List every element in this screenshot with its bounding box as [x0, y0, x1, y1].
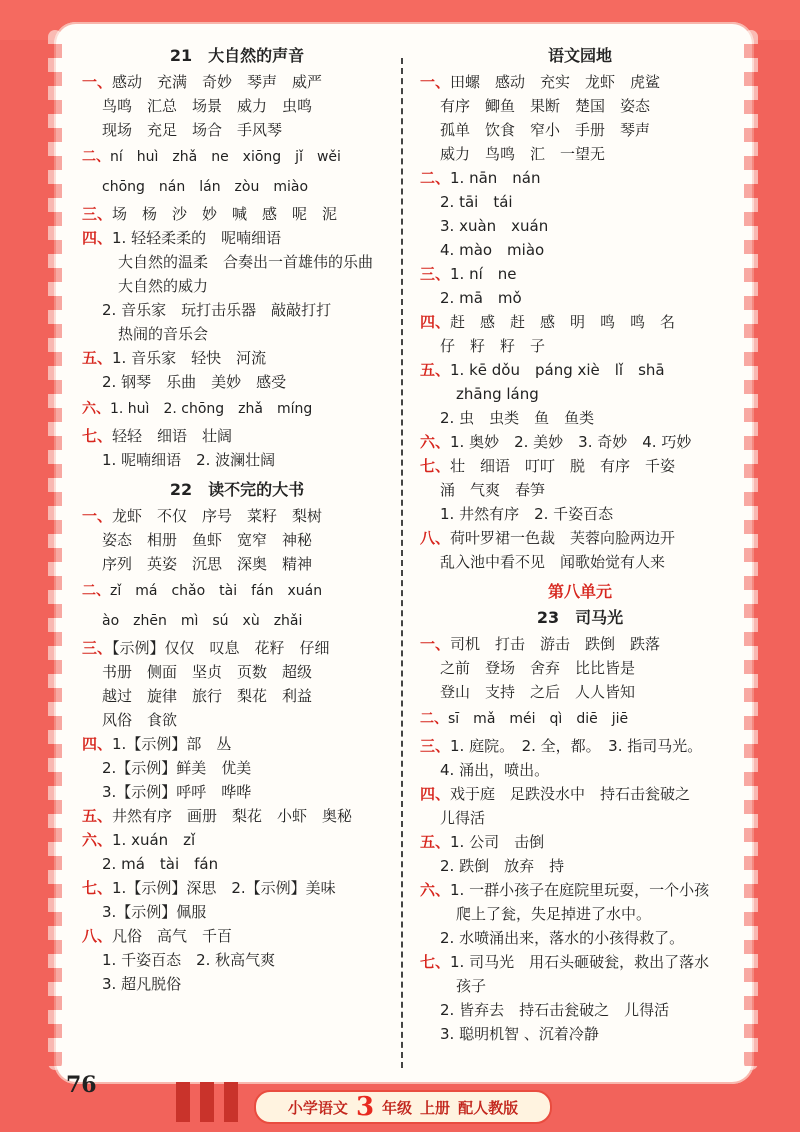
answer-line: 四、1. 轻轻柔柔的 呢喃细语 [82, 229, 282, 247]
section-marker: 五、 [420, 833, 451, 851]
answer-line: 大自然的威力 [118, 277, 209, 295]
lesson-23-title: 23 司马光 [536, 608, 624, 627]
answer-line: 三、1. ní ne [420, 265, 517, 283]
section-marker: 三、 [82, 205, 113, 223]
answer-line: 威力 鸟鸣 汇 一望无 [440, 145, 606, 163]
answer-line: 有序 鲫鱼 果断 楚国 姿态 [440, 97, 651, 115]
section-marker: 七、 [82, 879, 113, 897]
answer-line: 鸟鸣 汇总 场景 威力 虫鸣 [102, 97, 313, 115]
section-marker: 三、 [420, 737, 451, 755]
answer-line: 七、1.【示例】深思 2.【示例】美味 [82, 879, 336, 897]
section-marker: 一、 [82, 507, 113, 525]
answer-line: 风俗 食欲 [102, 711, 178, 729]
answer-line: 3.【示例】佩服 [102, 903, 207, 921]
lesson-21-title: 21 大自然的声音 [169, 46, 305, 65]
section-marker: 三、 [82, 639, 113, 657]
answer-line: 3. 超凡脱俗 [102, 975, 182, 993]
section-marker: 三、 [420, 265, 451, 283]
answer-line: 2. 音乐家 玩打击乐器 敲敲打打 [102, 301, 332, 319]
column-divider [401, 58, 403, 1068]
decor-bar [176, 1082, 190, 1122]
answer-line: 乱入池中看不见 闻歌始觉有人来 [440, 553, 666, 571]
section-marker: 二、 [420, 169, 451, 187]
answer-line: 一、龙虾 不仅 序号 菜籽 梨树 [82, 507, 323, 525]
answer-line: 儿得活 [440, 809, 486, 827]
section-marker: 四、 [82, 735, 113, 753]
answer-line: 五、1. 音乐家 轻快 河流 [82, 349, 267, 367]
pinyin-line: 二、zǐ má chǎo tài fán xuán [82, 583, 323, 599]
answer-line: 书册 侧面 坚贞 页数 超级 [102, 663, 313, 681]
section-marker: 六、 [420, 433, 451, 451]
section-marker: 六、 [82, 401, 110, 417]
answer-line: 热闹的音乐会 [118, 325, 209, 343]
answer-line: 三、【示例】仅仅 叹息 花籽 仔细 [82, 639, 330, 657]
section-marker: 七、 [420, 953, 451, 971]
footer-term: 上册 [420, 1098, 451, 1117]
pinyin-line: 六、1. huì 2. chōng zhǎ míng [82, 401, 313, 417]
section-marker: 二、 [82, 149, 110, 165]
answer-line: 姿态 相册 鱼虾 宽窄 神秘 [102, 531, 313, 549]
section-marker: 一、 [420, 73, 451, 91]
answer-line: 序列 英姿 沉思 深奥 精神 [102, 555, 313, 573]
answer-line: 七、1. 司马光 用石头砸破瓮，救出了落水 [420, 953, 710, 971]
unit-eight-heading: 第八单元 [547, 582, 612, 601]
footer-grade-text: 年级 [382, 1098, 413, 1117]
answer-line: 二、1. nān nán [420, 169, 541, 187]
answer-line: 3. 聪明机智 、沉着冷静 [440, 1025, 599, 1043]
answer-line: 孩子 [456, 977, 487, 995]
answer-line: 五、井然有序 画册 梨花 小虾 奥秘 [82, 807, 353, 825]
answer-line: 一、感动 充满 奇妙 琴声 威严 [82, 73, 323, 91]
answer-line: 越过 旋律 旅行 梨花 利益 [102, 687, 313, 705]
section-marker: 二、 [420, 711, 448, 727]
answer-line: 六、1. xuán zǐ [82, 831, 196, 849]
yuwen-yuandi-title: 语文园地 [547, 46, 612, 65]
section-marker: 四、 [420, 313, 451, 331]
left-column [82, 44, 392, 996]
answer-line: 2. 跌倒 放弃 持 [440, 857, 565, 875]
answer-line: 2. mā mǒ [440, 289, 522, 307]
section-marker: 四、 [82, 229, 113, 247]
answer-line: 六、1. 一群小孩子在庭院里玩耍，一个小孩 [420, 881, 710, 899]
answer-line: 2. má tài fán [102, 855, 219, 873]
footer-edition: 配人教版 [458, 1098, 519, 1117]
section-marker: 五、 [82, 807, 113, 825]
answer-line: 四、1.【示例】部 丛 [82, 735, 232, 753]
answer-line: 四、戏于庭 足跌没水中 持石击瓮破之 [420, 785, 691, 803]
answer-line: 之前 登场 舍弃 比比皆是 [440, 659, 636, 677]
answer-line: 三、1. 庭院。 2. 全，都。 3. 指司马光。 [420, 737, 703, 755]
section-marker: 四、 [420, 785, 451, 803]
pinyin-line: 二、sī mǎ méi qì diē jiē [420, 711, 629, 727]
answer-line: 六、1. 奥妙 2. 美妙 3. 奇妙 4. 巧妙 [420, 433, 692, 451]
answer-line: 涌 气爽 春笋 [440, 481, 546, 499]
answer-line: 八、凡俗 高气 千百 [82, 927, 233, 945]
answer-line: 大自然的温柔 合奏出一首雄伟的乐曲 [118, 253, 374, 271]
answer-line: 2. 钢琴 乐曲 美妙 感受 [102, 373, 287, 391]
answer-line: 一、田螺 感动 充实 龙虾 虎鲨 [420, 73, 661, 91]
section-marker: 五、 [82, 349, 113, 367]
answer-line: 1. 呢喃细语 2. 波澜壮阔 [102, 451, 276, 469]
page-number: 76 [66, 1072, 97, 1098]
answer-line: 七、壮 细语 叮叮 脱 有序 千姿 [420, 457, 676, 475]
answer-line: 仔 籽 籽 子 [440, 337, 546, 355]
answer-line: 一、司机 打击 游击 跌倒 跌落 [420, 635, 661, 653]
section-marker: 六、 [82, 831, 113, 849]
answer-line: 2.【示例】鲜美 优美 [102, 759, 252, 777]
answer-line: 1. 千姿百态 2. 秋高气爽 [102, 951, 276, 969]
answer-line: 4. mào miào [440, 241, 545, 259]
answer-line: 五、1. kē dǒu páng xiè lǐ shā [420, 361, 665, 379]
lesson-22-title: 22 读不完的大书 [169, 480, 305, 499]
section-marker: 七、 [420, 457, 451, 475]
answer-line: 登山 支持 之后 人人皆知 [440, 683, 636, 701]
section-marker: 一、 [420, 635, 451, 653]
section-marker: 八、 [420, 529, 451, 547]
answer-line: 2. 皆弃去 持石击瓮破之 儿得活 [440, 1001, 670, 1019]
answer-line: 现场 充足 场合 手风琴 [102, 121, 283, 139]
right-column [420, 44, 740, 1046]
answer-line: 八、荷叶罗裙一色裁 芙蓉向脸两边开 [420, 529, 676, 547]
answer-line: 2. 水喷涌出来，落水的小孩得救了。 [440, 929, 685, 947]
section-marker: 一、 [82, 73, 113, 91]
answer-line: 2. tāi tái [440, 193, 513, 211]
answer-line: 五、1. 公司 击倒 [420, 833, 545, 851]
decor-bar [200, 1082, 214, 1122]
answer-line: 3.【示例】呼呼 哗哗 [102, 783, 252, 801]
pinyin-line: chōng nán lán zòu miào [102, 179, 309, 195]
answer-line: 爬上了瓮，失足掉进了水中。 [456, 905, 652, 923]
answer-line: zhāng láng [456, 385, 539, 403]
answer-line: 4. 涌出，喷出。 [440, 761, 550, 779]
footer-grade-number: 3 [355, 1092, 375, 1122]
answer-line: 三、场 杨 沙 妙 喊 感 呢 泥 [82, 205, 338, 223]
right-wavy-border [744, 30, 758, 1070]
book-footer-badge [254, 1090, 552, 1124]
answer-line: 七、轻轻 细语 壮阔 [82, 427, 233, 445]
section-marker: 五、 [420, 361, 451, 379]
pinyin-line: 二、ní huì zhǎ ne xiōng jǐ wěi [82, 149, 341, 165]
footer-subject: 小学语文 [287, 1098, 348, 1117]
answer-line: 1. 井然有序 2. 千姿百态 [440, 505, 614, 523]
decor-bar [224, 1082, 238, 1122]
section-marker: 六、 [420, 881, 451, 899]
answer-line: 孤单 饮食 窄小 手册 琴声 [440, 121, 651, 139]
pinyin-line: ào zhēn mì sú xù zhǎi [102, 613, 303, 629]
section-marker: 七、 [82, 427, 113, 445]
section-marker: 八、 [82, 927, 113, 945]
answer-line: 四、赶 感 赶 感 明 鸣 鸣 名 [420, 313, 676, 331]
left-wavy-border [48, 30, 62, 1070]
answer-line: 3. xuàn xuán [440, 217, 549, 235]
answer-line: 2. 虫 虫类 鱼 鱼类 [440, 409, 595, 427]
section-marker: 二、 [82, 583, 110, 599]
